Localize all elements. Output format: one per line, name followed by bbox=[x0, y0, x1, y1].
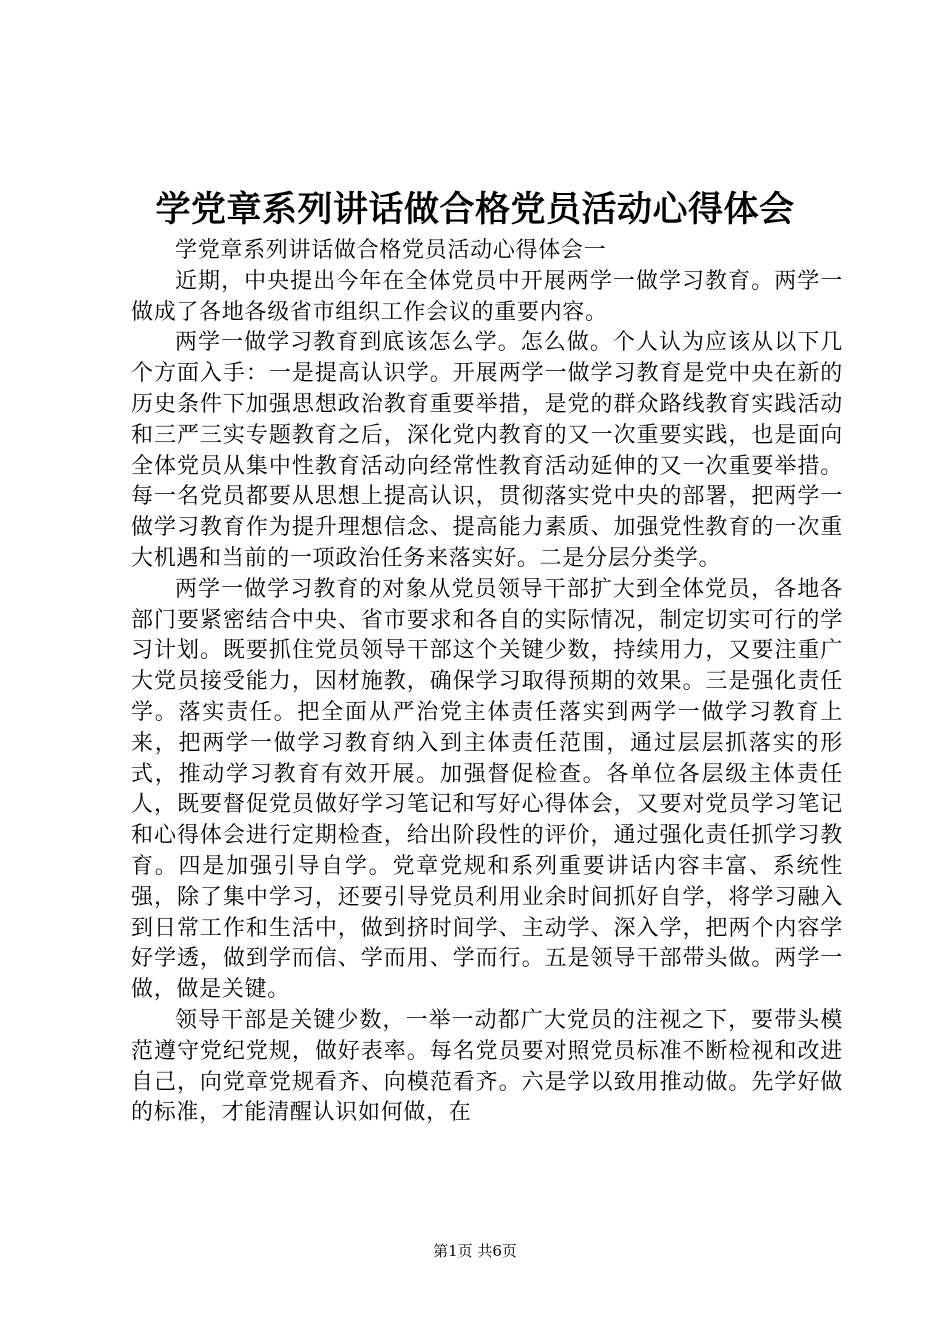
paragraph: 领导干部是关键少数，一举一动都广大党员的注视之下，要带头模范遵守党纪党规，做好表率。每名党员要对照党员标准不断检视和改进自己，向党章党规看齐、向模范看齐。六是学以致用推动做。先学好做的标准，才能清醒认识如何做，在 bbox=[131, 1007, 843, 1126]
paragraph-subtitle: 学党章系列讲话做合格党员活动心得体会一 bbox=[175, 238, 607, 263]
document-body bbox=[131, 236, 843, 1129]
document-title: 学党章系列讲话做合格党员活动心得体会 bbox=[155, 190, 795, 230]
page-number-footer: 第1页 共6页 bbox=[433, 1242, 517, 1260]
paragraph: 两学一做学习教育的对象从党员领导干部扩大到全体党员，各地各部门要紧密结合中央、省市要求和各自的实际情况，制定切实可行的学习计划。既要抓住党员领导干部这个关键少数，持续用力，又要注重广大党员接受能力，因材施教，确保学习取得预期的效果。三是强化责任学。落实责任。把全面从严治党主体责任落实到两学一做学习教育上来，把两学一做学习教育纳入到主体责任范围，通过层层抓落实的形式，推动学习教育有效开展。加强督促检查。各单位各层级主体责任人，既要督促党员做好学习笔记和写好心得体会，又要对党员学习笔记和心得体会进行定期检查，给出阶段性的评价，通过强化责任抓学习教育。四是加强引导自学。党章党规和系列重要讲话内容丰富、系统性强，除了集中学习，还要引导党员利用业余时间抓好自学，将学习融入到日常工作和生活中，做到挤时间学、主动学、深入学，把两个内容学好学透，做到学而信、学而用、学而行。五是领导干部带头做。两学一做，做是关键。 bbox=[131, 576, 843, 1003]
paragraph: 两学一做学习教育到底该怎么学。怎么做。个人认为应该从以下几个方面入手：一是提高认识学。开展两学一做学习教育是党中央在新的历史条件下加强思想政治教育重要举措，是党的群众路线教育实践活动和三严三实专题教育之后，深化党内教育的又一次重要实践，也是面向全体党员从集中性教育活动向经常性教育活动延伸的又一次重要举措。每一名党员都要从思想上提高认识，贯彻落实党中央的部署，把两学一做学习教育作为提升理想信念、提高能力素质、加强党性教育的一次重大机遇和当前的一项政治任务来落实好。二是分层分类学。 bbox=[131, 330, 843, 571]
paragraph: 近期，中央提出今年在全体党员中开展两学一做学习教育。两学一做成了各地各级省市组织工作会议的重要内容。 bbox=[131, 268, 843, 325]
